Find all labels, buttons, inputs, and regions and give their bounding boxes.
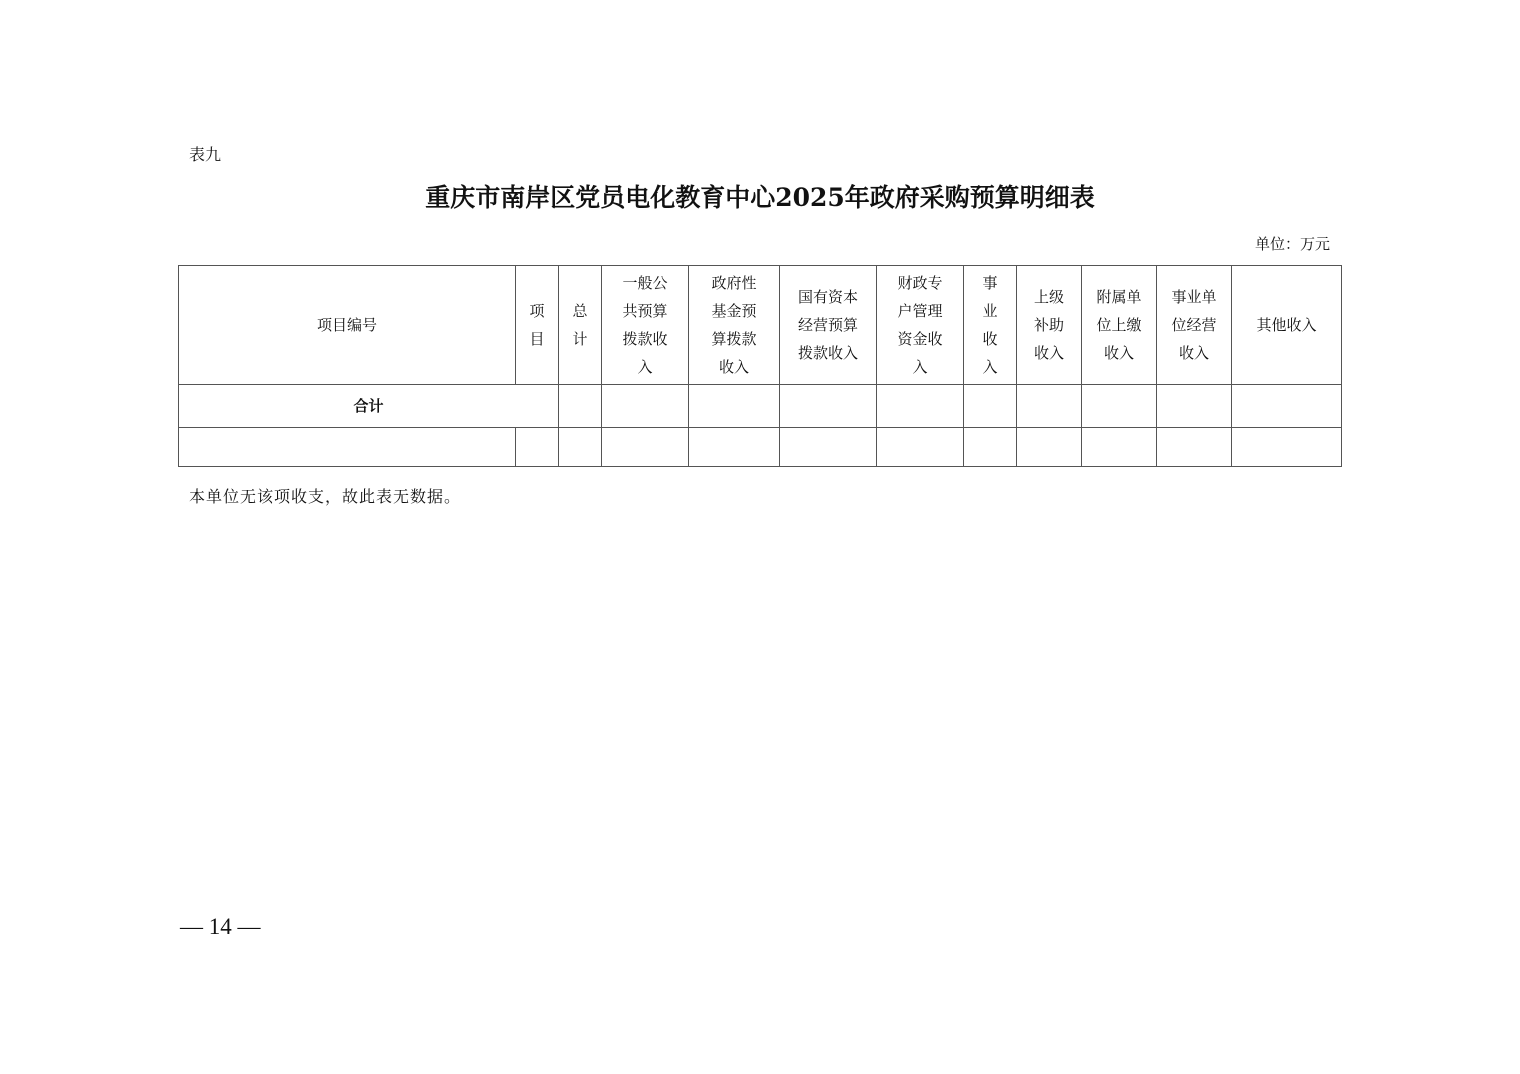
table-row [179, 428, 1342, 467]
col-header-project: 项 目 [516, 266, 559, 385]
table-cell [179, 428, 516, 467]
table-cell [877, 385, 964, 428]
table-cell [877, 428, 964, 467]
table-cell [602, 428, 689, 467]
table-cell [1232, 428, 1342, 467]
table-cell [1232, 385, 1342, 428]
col-header-business-income: 事 业 收 入 [964, 266, 1017, 385]
table-cell [689, 428, 780, 467]
table-cell [689, 385, 780, 428]
table-cell [780, 428, 877, 467]
table-cell [559, 385, 602, 428]
header-row [179, 266, 1342, 385]
unit-label: 单位：万元 [1254, 235, 1330, 253]
col-header-affiliate-remit: 附属单 位上缴 收入 [1082, 266, 1157, 385]
table-cell [964, 428, 1017, 467]
col-header-project-code: 项目编号 [179, 266, 516, 385]
page-number: — 14 — [180, 914, 261, 939]
page-title: 重庆市南岸区党员电化教育中心2025年政府采购预算明细表 [425, 183, 1095, 212]
col-header-general-budget: 一般公 共预算 拨款收 入 [602, 266, 689, 385]
col-header-operating-income: 事业单 位经营 收入 [1157, 266, 1232, 385]
table-cell [1017, 428, 1082, 467]
no-data-note: 本单位无该项收支，故此表无数据。 [189, 487, 462, 506]
table-cell [1157, 428, 1232, 467]
table-cell [602, 385, 689, 428]
table-cell [1082, 385, 1157, 428]
table-cell [1157, 385, 1232, 428]
col-header-gov-fund: 政府性 基金预 算拨款 收入 [689, 266, 780, 385]
total-label: 合计 [179, 385, 559, 428]
table-cell [1017, 385, 1082, 428]
col-header-total: 总 计 [559, 266, 602, 385]
col-header-superior-subsidy: 上级 补助 收入 [1017, 266, 1082, 385]
col-header-other-income: 其他收入 [1232, 266, 1342, 385]
col-header-state-capital: 国有资本 经营预算 拨款收入 [780, 266, 877, 385]
total-row [179, 385, 1342, 428]
table-cell [559, 428, 602, 467]
table-label: 表九 [189, 145, 222, 164]
procurement-budget-table [178, 265, 1342, 467]
table-cell [780, 385, 877, 428]
table-cell [964, 385, 1017, 428]
col-header-special-account: 财政专 户管理 资金收 入 [877, 266, 964, 385]
table-cell [1082, 428, 1157, 467]
table-cell [516, 428, 559, 467]
